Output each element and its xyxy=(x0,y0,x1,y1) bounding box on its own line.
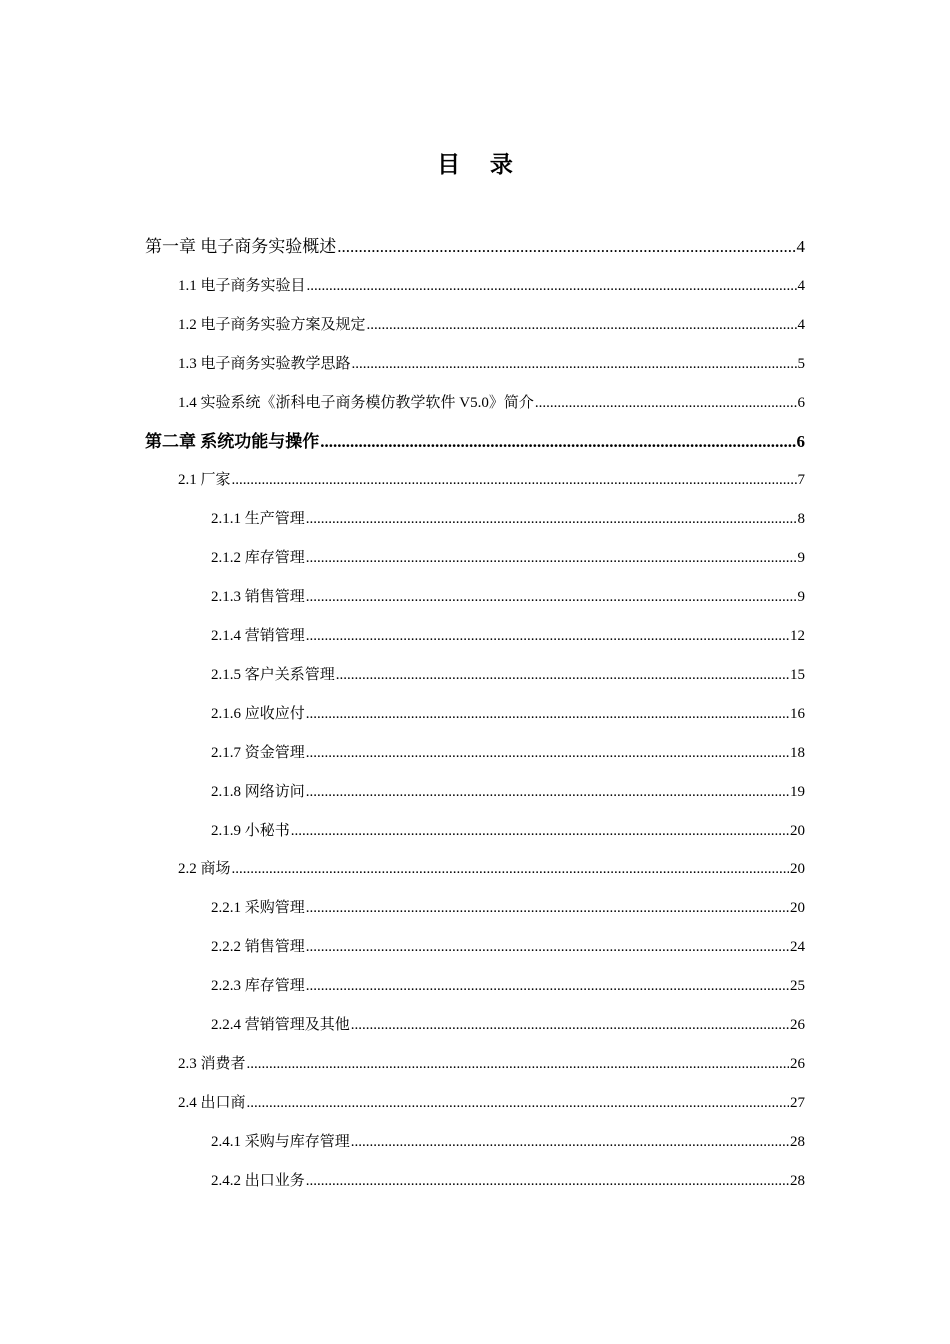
toc-dot-leader xyxy=(306,587,797,607)
toc-dot-leader xyxy=(336,665,789,685)
toc-dot-leader xyxy=(306,937,789,957)
toc-entry[interactable] xyxy=(211,782,805,802)
toc-entry-label: 2.4.2 出口业务 xyxy=(211,1172,305,1189)
toc-entry-label: 1.3 电子商务实验教学思路 xyxy=(178,355,351,372)
toc-entry-label: 第一章 电子商务实验概述 xyxy=(145,237,337,256)
toc-page-number: 25 xyxy=(790,978,805,995)
toc-page-number: 4 xyxy=(797,316,805,333)
toc-entry-label: 2.2 商场 xyxy=(178,861,231,878)
page-title: 目 录 xyxy=(437,152,525,177)
toc-dot-leader xyxy=(291,821,789,841)
toc-entry[interactable] xyxy=(211,704,805,724)
toc-page-number: 20 xyxy=(790,822,805,839)
toc-page-number: 6 xyxy=(797,394,805,411)
toc-dot-leader xyxy=(247,1054,789,1074)
toc-entry-label: 2.3 消费者 xyxy=(178,1055,246,1072)
toc-entry[interactable] xyxy=(178,1054,805,1074)
toc-dot-leader xyxy=(306,704,789,724)
toc-dot-leader xyxy=(351,1015,789,1035)
toc-dot-leader xyxy=(351,1132,789,1152)
toc-page-number: 15 xyxy=(790,666,805,683)
toc-entry[interactable] xyxy=(211,821,805,841)
toc-page-number: 28 xyxy=(790,1172,805,1189)
toc-entry-label: 2.1.9 小秘书 xyxy=(211,822,290,839)
toc-entry-label: 2.1.7 资金管理 xyxy=(211,744,305,761)
toc-dot-leader xyxy=(337,237,795,257)
toc-entry-label: 2.1 厂家 xyxy=(178,472,231,489)
toc-entry-label: 2.4.1 采购与库存管理 xyxy=(211,1133,350,1150)
toc-entry-label: 2.1.2 库存管理 xyxy=(211,550,305,567)
toc-dot-leader xyxy=(306,976,789,996)
toc-page-number: 26 xyxy=(790,1017,805,1033)
toc-dot-leader xyxy=(306,898,789,918)
toc-entry[interactable] xyxy=(178,859,805,879)
toc-page-number: 9 xyxy=(797,589,805,606)
toc-entry[interactable] xyxy=(211,548,805,568)
toc-entry[interactable] xyxy=(211,626,805,646)
toc-page-number: 8 xyxy=(797,511,805,528)
toc-page-number: 16 xyxy=(790,705,805,722)
toc-entry[interactable] xyxy=(178,315,805,335)
toc-entry[interactable] xyxy=(178,470,805,490)
toc-entry[interactable] xyxy=(178,276,805,296)
toc-entry[interactable] xyxy=(211,1171,805,1191)
toc-dot-leader xyxy=(367,315,797,335)
toc-page-number: 20 xyxy=(790,861,805,878)
toc-entry-label: 1.2 电子商务实验方案及规定 xyxy=(178,316,366,333)
toc-entry[interactable] xyxy=(145,237,805,257)
toc-dot-leader xyxy=(320,432,795,452)
toc-entry-label: 2.1.8 网络访问 xyxy=(211,783,305,800)
toc-entry-label: 2.1.4 营销管理 xyxy=(211,628,305,644)
toc-page-number: 18 xyxy=(790,744,805,761)
toc-entry[interactable] xyxy=(211,898,805,918)
toc-entry-label: 第二章 系统功能与操作 xyxy=(145,431,320,451)
toc-dot-leader xyxy=(306,509,797,529)
toc-entry-label: 2.1.6 应收应付 xyxy=(211,705,305,722)
toc-entry-label: 2.1.5 客户关系管理 xyxy=(211,666,335,683)
toc-entry[interactable] xyxy=(211,743,805,763)
toc-entry[interactable] xyxy=(211,1132,805,1152)
toc-dot-leader xyxy=(232,470,797,490)
toc-entry[interactable] xyxy=(145,432,805,452)
toc-dot-leader xyxy=(307,276,797,296)
toc-entry[interactable] xyxy=(211,976,805,996)
toc-entry[interactable] xyxy=(178,1093,805,1113)
toc-page-number: 12 xyxy=(790,628,805,644)
toc-dot-leader xyxy=(352,354,797,374)
toc-entry[interactable] xyxy=(211,587,805,607)
toc-page-number: 27 xyxy=(790,1094,805,1111)
toc-dot-leader xyxy=(247,1093,789,1113)
toc-entry-label: 2.1.1 生产管理 xyxy=(211,511,305,528)
toc-entry[interactable] xyxy=(178,354,805,374)
toc-entry-label: 2.2.2 销售管理 xyxy=(211,939,305,956)
toc-entry-label: 1.4 实验系统《浙科电子商务模仿教学软件 V5.0》简介 xyxy=(178,394,534,411)
toc-page-number: 9 xyxy=(797,550,805,567)
toc-dot-leader xyxy=(306,1171,789,1191)
toc-page-number: 4 xyxy=(797,277,805,294)
toc-page-number: 4 xyxy=(796,237,805,256)
toc-page-number: 28 xyxy=(790,1133,805,1150)
toc-entry-label: 2.2.3 库存管理 xyxy=(211,978,305,995)
toc-entry-label: 2.4 出口商 xyxy=(178,1094,246,1111)
toc-dot-leader xyxy=(306,743,789,763)
toc-entry-label: 2.2.1 采购管理 xyxy=(211,900,305,917)
toc-page-number: 19 xyxy=(790,783,805,800)
toc-entry[interactable] xyxy=(211,1015,805,1035)
toc-entry-label: 2.1.3 销售管理 xyxy=(211,589,305,606)
toc-dot-leader xyxy=(306,626,789,646)
toc-entry[interactable] xyxy=(211,937,805,957)
toc-page-number: 26 xyxy=(790,1055,805,1072)
toc-entry[interactable] xyxy=(211,665,805,685)
toc-page-number: 24 xyxy=(790,939,805,956)
toc-page-number: 6 xyxy=(796,431,805,451)
toc-entry-label: 1.1 电子商务实验目 xyxy=(178,277,306,294)
toc-dot-leader xyxy=(535,393,797,413)
toc-entry[interactable] xyxy=(178,393,805,413)
toc-page-number: 5 xyxy=(797,355,805,372)
toc-dot-leader xyxy=(232,859,789,879)
toc-entry-label: 2.2.4 营销管理及其他 xyxy=(211,1017,350,1033)
toc-page-number: 20 xyxy=(790,900,805,917)
toc-dot-leader xyxy=(306,782,789,802)
toc-dot-leader xyxy=(306,548,797,568)
toc-page-number: 7 xyxy=(797,472,805,489)
toc-entry[interactable] xyxy=(211,509,805,529)
